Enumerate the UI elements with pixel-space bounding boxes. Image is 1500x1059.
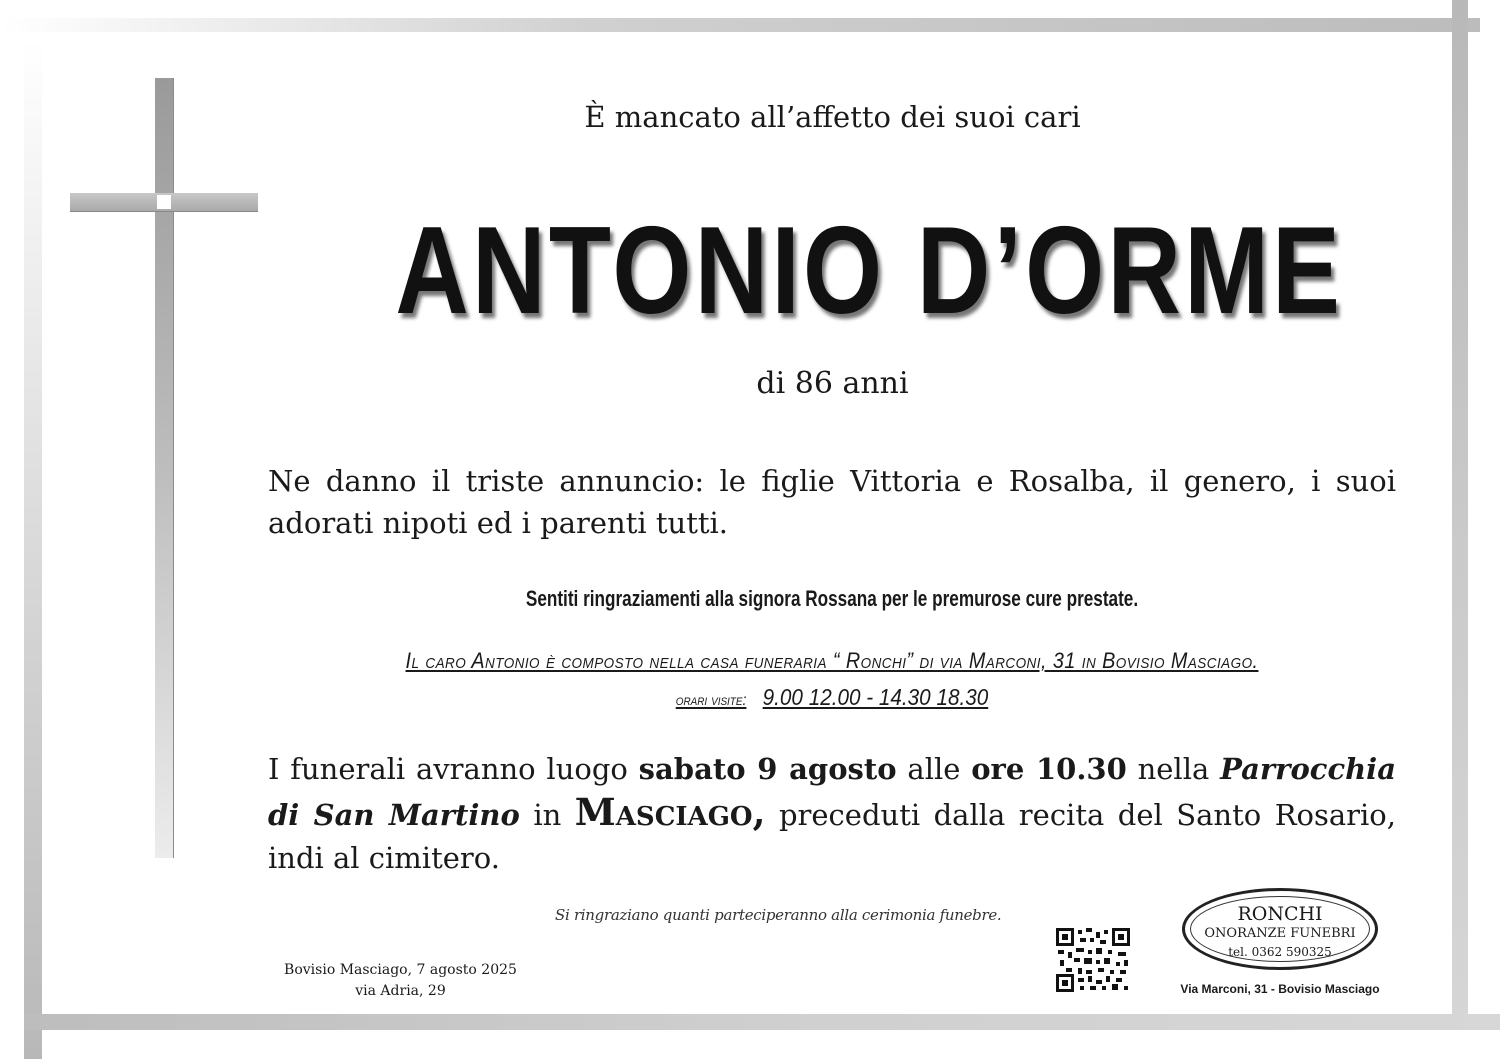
visiting-hours-label: orari visite:: [675, 692, 747, 709]
deceased-name: ANTONIO D’ORME: [395, 202, 1344, 340]
place-date: Bovisio Masciago, 7 agosto 2025: [284, 962, 517, 978]
funeral-home-name: RONCHI: [1237, 903, 1323, 925]
funeral-text: I funerali avranno luogo sabato 9 agosto alle ore 10.30 nella Parrocchia di San Martino in Masciago, preceduti dalla recita del Santo Rosario, indi al cimitero.: [268, 752, 1396, 875]
funeral-church: Parrocchia di San Martino: [268, 752, 1396, 832]
funeral-town: Masciago,: [574, 790, 766, 834]
visiting-hours: [324, 684, 1339, 711]
intro-line: È mancato all’affetto dei suoi cari: [584, 100, 1081, 134]
frame-top-bar: [0, 18, 1480, 32]
funeral-date: sabato 9 agosto: [638, 752, 897, 786]
qr-code-icon: [1056, 928, 1130, 992]
funeral-home-logo: [1182, 888, 1378, 970]
closing-thanks: Si ringraziano quanti parteciperanno alla cerimonia funebre.: [555, 906, 1002, 924]
announcement-text: Ne danno il triste annuncio: le figlie Vittoria e Rosalba, il genero, i suoi adorati nipoti ed i parenti tutti.: [268, 464, 1396, 540]
funeral-home-subtitle: ONORANZE FUNEBRI: [1204, 926, 1356, 941]
home-address: via Adria, 29: [355, 983, 446, 999]
frame-right-bar: [1452, 0, 1468, 1030]
visiting-hours-times: 9.00 12.00 - 14.30 18.30: [762, 684, 989, 710]
vigil-text: Il caro Antonio è composto nella casa funeraria “ Ronchi” di via Marconi, 31 in Bovisio Masciago.: [405, 648, 1259, 673]
thanks-text: Sentiti ringraziamenti alla signora Rossana per le premurose cure prestate.: [525, 586, 1139, 611]
funeral-home-address: Via Marconi, 31 - Bovisio Masciago: [1180, 982, 1380, 996]
deceased-age: di 86 anni: [756, 366, 909, 401]
frame-left-bar: [24, 40, 42, 1059]
place-date-block: [258, 960, 543, 1002]
funeral-time: ore 10.30: [971, 752, 1127, 786]
frame-bottom-bar: [24, 1014, 1500, 1030]
funeral-home-phone: tel. 0362 590325: [1228, 945, 1332, 959]
